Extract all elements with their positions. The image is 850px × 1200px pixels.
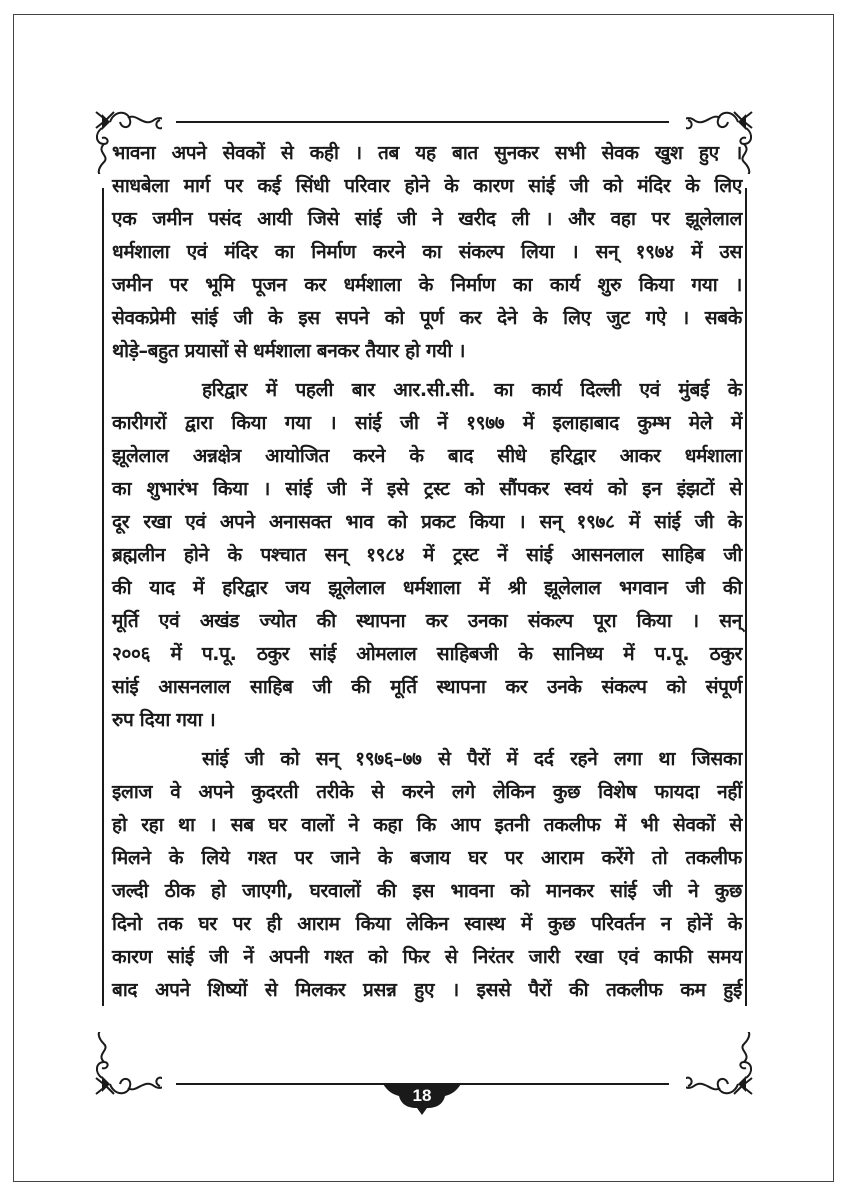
- text-line: सांई आसनलाल साहिब जी की मूर्ति स्थापना कर उनके संकल्प को संपूर्ण: [112, 676, 742, 698]
- text-line: साधबेला मार्ग पर कई सिंधी परिवार होने के कारण सांई जी को मंदिर के लिए: [112, 175, 742, 197]
- text-line: कारण सांई जी नें अपनी गश्त को फिर से निरंतर जारी रखा एवं काफी समय: [112, 946, 742, 968]
- paragraph: [112, 743, 742, 1007]
- text-line: की याद में हरिद्वार जय झूलेलाल धर्मशाला में श्री झूलेलाल भगवान जी की: [112, 577, 742, 599]
- paragraph: [112, 374, 742, 737]
- text-line: जमीन पर भूमि पूजन कर धर्मशाला के निर्माण का कार्य शुरु किया गया ।: [112, 274, 742, 296]
- text-line: एक जमीन पसंद आयी जिसे सांई जी ने खरीद ली । और वहा पर झूलेलाल: [112, 208, 742, 230]
- text-line: भावना अपने सेवकों से कही । तब यह बात सुनकर सभी सेवक खुश हुए ।: [112, 142, 742, 164]
- left-rule: [102, 188, 104, 1006]
- text-line: हो रहा था । सब घर वालों ने कहा कि आप इतनी तकलीफ में भी सेवकों से: [112, 814, 742, 836]
- text-line: कारीगरों द्वारा किया गया । सांई जी नें १९७७ में इलाहाबाद कुम्भ मेले में: [112, 412, 742, 434]
- page-number: 18: [412, 1086, 432, 1105]
- top-rule: [176, 121, 669, 123]
- text-line: रुप दिया गया ।: [112, 709, 216, 731]
- right-rule: [745, 188, 747, 1006]
- text-line: जल्दी ठीक हो जाएगी, घरवालों की इस भावना को मानकर सांई जी ने कुछ: [112, 880, 742, 902]
- text-line: मिलने के लिये गश्त पर जाने के बजाय घर पर आराम करेंगे तो तकलीफ: [112, 847, 742, 869]
- text-line: धर्मशाला एवं मंदिर का निर्माण करने का संकल्प लिया । सन् १९७४ में उस: [112, 241, 742, 263]
- text-line: ब्रह्मलीन होने के पश्चात सन् १९८४ में ट्रस्ट नें सांई आसनलाल साहिब जी: [112, 544, 742, 566]
- text-line: मूर्ति एवं अखंड ज्योत की स्थापना कर उनका संकल्प पूरा किया । सन्: [112, 610, 742, 632]
- text-line: सेवकप्रेमी सांई जी के इस सपने को पूर्ण कर देने के लिए जुट गऐ । सबके: [112, 307, 742, 329]
- body-text: [112, 137, 742, 1007]
- text-line: बाद अपने शिष्यों से मिलकर प्रसन्न हुए । इससे पैरों की तकलीफ कम हुई: [112, 979, 742, 1001]
- text-line: हरिद्वार में पहली बार आर.सी.सी. का कार्य दिल्ली एवं मुंबई के: [202, 379, 742, 401]
- paragraph: [112, 137, 742, 368]
- text-line: झूलेलाल अन्नक्षेत्र आयोजित करने के बाद सीधे हरिद्वार आकर धर्मशाला: [112, 445, 742, 467]
- text-line: का शुभारंभ किया । सांई जी नें इसे ट्रस्ट को सौंपकर स्वयं को इन इंझटों से: [112, 478, 742, 500]
- text-line: इलाज वे अपने कुदरती तरीके से करने लगे लेकिन कुछ विशेष फायदा नहीं: [112, 781, 742, 803]
- bottom-right-corner-ornament-icon: [686, 1032, 756, 1102]
- text-line: दिनो तक घर पर ही आराम किया लेकिन स्वास्थ में कुछ परिवर्तन न होनें के: [112, 913, 742, 935]
- text-line: थोड़े–बहुत प्रयासों से धर्मशाला बनकर तैयार हो गयी ।: [112, 340, 466, 362]
- text-line: सांई जी को सन् १९७६–७७ से पैरों में दर्द रहने लगा था जिसका: [202, 748, 742, 770]
- bottom-left-corner-ornament-icon: [92, 1032, 162, 1102]
- text-line: २००६ में प.पू. ठकुर सांई ओमलाल साहिबजी के सानिध्य में प.पू. ठकुर: [112, 643, 742, 665]
- text-line: दूर रखा एवं अपने अनासक्त भाव को प्रकट किया । सन् १९७८ में सांई जी के: [112, 511, 742, 533]
